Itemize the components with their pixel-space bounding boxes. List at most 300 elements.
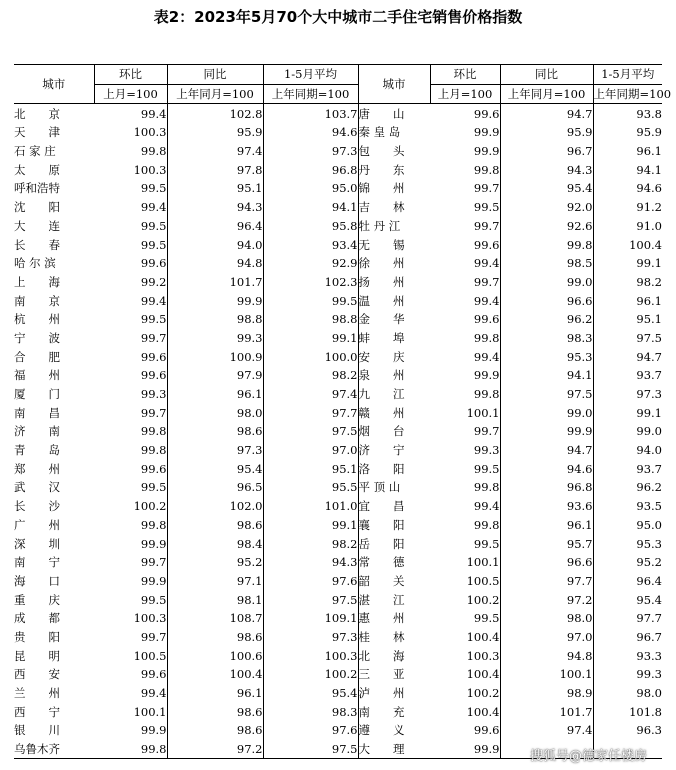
yoy-cell: 92.0 (500, 198, 593, 217)
mom-cell: 99.5 (430, 534, 500, 553)
mom-cell: 99.9 (94, 534, 167, 553)
avg-cell: 92.9 (263, 254, 358, 273)
yoy-cell: 98.5 (500, 254, 593, 273)
city-cell: 温 州 (358, 293, 405, 308)
avg-cell: 101.8 (629, 704, 662, 719)
yoy-cell: 99.8 (500, 235, 593, 254)
yoy-cell: 94.8 (500, 646, 593, 665)
yoy-cell: 96.1 (167, 684, 263, 703)
table-row (14, 385, 662, 404)
mom-cell: 99.6 (94, 347, 167, 366)
mom-cell: 99.7 (94, 329, 167, 348)
table-row (14, 142, 662, 161)
mom-cell: 100.2 (94, 497, 167, 516)
table-row (14, 291, 662, 310)
mom-cell: 99.8 (430, 385, 500, 404)
table-row (14, 459, 662, 478)
city-cell: 北 京 (14, 106, 60, 121)
yoy-cell: 100.9 (167, 347, 263, 366)
avg-cell: 96.7 (636, 629, 662, 644)
table-row (14, 104, 662, 123)
yoy-cell: 95.7 (500, 534, 593, 553)
avg-cell: 109.1 (263, 609, 358, 628)
city-cell: 金 华 (358, 312, 405, 327)
mom-cell: 100.3 (94, 160, 167, 179)
yoy-cell: 95.3 (500, 347, 593, 366)
city-cell: 北 海 (358, 648, 405, 663)
yoy-cell: 93.6 (500, 497, 593, 516)
avg-cell: 97.7 (636, 611, 662, 626)
avg-cell: 97.5 (636, 330, 662, 345)
city-cell: 泉 州 (358, 368, 405, 383)
avg-cell: 96.3 (636, 723, 662, 738)
avg-cell: 94.6 (636, 181, 662, 196)
city-cell: 乌鲁木齐 (14, 740, 94, 759)
table-row (14, 217, 662, 236)
header-yoy-right: 同比 (500, 65, 593, 85)
table-row (14, 329, 662, 348)
mom-cell: 99.6 (430, 235, 500, 254)
mom-cell: 99.7 (94, 403, 167, 422)
city-cell: 唐 山 (358, 106, 405, 121)
yoy-cell: 98.6 (167, 628, 263, 647)
mom-cell: 99.9 (94, 572, 167, 591)
city-cell: 丹 东 (358, 162, 405, 177)
avg-cell: 99.0 (636, 424, 662, 439)
table-row (14, 273, 662, 292)
table-row (14, 590, 662, 609)
header-yoy-left: 同比 (167, 65, 263, 85)
city-cell: 湛 江 (358, 592, 405, 607)
mom-cell: 100.4 (430, 628, 500, 647)
yoy-cell: 97.9 (167, 366, 263, 385)
mom-cell: 99.4 (430, 347, 500, 366)
table-row (14, 179, 662, 198)
mom-cell: 99.6 (430, 104, 500, 123)
table-row (14, 516, 662, 535)
city-cell: 遵 义 (358, 723, 405, 738)
table-row (14, 123, 662, 142)
yoy-cell: 99.9 (500, 422, 593, 441)
avg-cell: 98.2 (263, 366, 358, 385)
city-cell: 天 津 (14, 125, 60, 140)
yoy-cell: 98.8 (167, 310, 263, 329)
yoy-cell: 94.3 (500, 160, 593, 179)
yoy-cell: 92.6 (500, 217, 593, 236)
mom-cell: 100.2 (430, 590, 500, 609)
city-cell: 大 理 (358, 740, 430, 759)
avg-cell: 95.4 (636, 592, 662, 607)
avg-cell: 97.6 (263, 572, 358, 591)
header-avg-right: 1-5月平均 (593, 65, 662, 85)
yoy-cell: 96.4 (167, 217, 263, 236)
mom-cell: 99.9 (430, 740, 500, 759)
city-cell: 重 庆 (14, 592, 60, 607)
mom-cell: 99.9 (430, 366, 500, 385)
yoy-cell: 98.6 (167, 422, 263, 441)
table-row (14, 534, 662, 553)
header-yoy-base-left: 上年同月=100 (167, 84, 263, 104)
city-cell: 烟 台 (358, 424, 405, 439)
mom-cell: 99.8 (430, 329, 500, 348)
avg-cell: 94.1 (636, 162, 662, 177)
mom-cell: 99.8 (94, 516, 167, 535)
avg-cell: 94.7 (636, 349, 662, 364)
yoy-cell: 108.7 (167, 609, 263, 628)
avg-cell: 100.2 (263, 665, 358, 684)
header-yoy-base-right: 上年同月=100 (500, 84, 593, 104)
mom-cell: 99.4 (94, 684, 167, 703)
mom-cell: 99.6 (94, 366, 167, 385)
city-cell: 洛 阳 (358, 461, 405, 476)
mom-cell: 99.3 (94, 385, 167, 404)
mom-cell: 99.2 (94, 273, 167, 292)
table-row (14, 422, 662, 441)
table-row (14, 254, 662, 273)
mom-cell: 99.4 (430, 254, 500, 273)
yoy-cell: 102.0 (167, 497, 263, 516)
mom-cell: 99.6 (94, 665, 167, 684)
mom-cell: 99.5 (430, 198, 500, 217)
table-row (14, 628, 662, 647)
avg-cell: 97.4 (263, 385, 358, 404)
city-cell: 泸 州 (358, 686, 405, 701)
avg-cell: 93.3 (636, 648, 662, 663)
mom-cell: 99.4 (430, 291, 500, 310)
yoy-cell: 101.7 (167, 273, 263, 292)
mom-cell: 100.3 (94, 609, 167, 628)
avg-cell: 99.1 (636, 405, 662, 420)
table-row (14, 721, 662, 740)
watermark: 搜狐号@德家任楼房 (530, 749, 648, 764)
avg-cell: 97.5 (263, 422, 358, 441)
table-row (14, 160, 662, 179)
header-mom-base-right: 上月=100 (430, 84, 500, 104)
city-cell: 深 圳 (14, 536, 60, 551)
yoy-cell: 100.6 (167, 646, 263, 665)
mom-cell: 99.6 (94, 254, 167, 273)
header-mom-base-left: 上月=100 (94, 84, 167, 104)
yoy-cell: 94.7 (500, 104, 593, 123)
mom-cell: 99.9 (430, 142, 500, 161)
avg-cell: 97.6 (263, 721, 358, 740)
yoy-cell: 96.2 (500, 310, 593, 329)
avg-cell: 99.5 (263, 291, 358, 310)
table-title: 表2：2023年5月70个大中城市二手住宅销售价格指数 (153, 8, 523, 26)
yoy-cell: 96.6 (500, 291, 593, 310)
city-cell: 沈 阳 (14, 200, 60, 215)
city-cell: 呼和浩特 (14, 181, 60, 196)
mom-cell: 99.6 (94, 459, 167, 478)
avg-cell: 94.3 (263, 553, 358, 572)
city-cell: 三 亚 (358, 667, 405, 682)
avg-cell: 93.4 (263, 235, 358, 254)
mom-cell: 99.9 (430, 123, 500, 142)
mom-cell: 100.1 (430, 403, 500, 422)
table-row (14, 478, 662, 497)
yoy-cell: 97.4 (500, 721, 593, 740)
city-cell: 西 宁 (14, 704, 60, 719)
city-cell: 徐 州 (358, 256, 405, 271)
avg-cell: 97.3 (263, 628, 358, 647)
avg-cell: 95.8 (263, 217, 358, 236)
city-cell: 贵 阳 (14, 629, 60, 644)
yoy-cell: 94.6 (500, 459, 593, 478)
mom-cell: 99.7 (430, 217, 500, 236)
yoy-cell: 96.1 (500, 516, 593, 535)
mom-cell: 99.4 (94, 291, 167, 310)
mom-cell: 100.5 (430, 572, 500, 591)
table-row (14, 702, 662, 721)
table-row (14, 347, 662, 366)
city-cell: 扬 州 (358, 274, 405, 289)
mom-cell: 99.9 (94, 721, 167, 740)
city-cell: 安 庆 (358, 349, 405, 364)
mom-cell: 99.5 (430, 609, 500, 628)
yoy-cell: 95.1 (167, 179, 263, 198)
city-cell: 武 汉 (14, 480, 60, 495)
city-cell: 西 安 (14, 667, 60, 682)
table-row (14, 403, 662, 422)
mom-cell: 99.8 (94, 422, 167, 441)
city-cell: 包 头 (358, 144, 405, 159)
yoy-cell: 98.6 (167, 721, 263, 740)
mom-cell: 99.8 (94, 740, 167, 759)
mom-cell: 99.6 (430, 310, 500, 329)
avg-cell: 97.5 (263, 740, 358, 759)
city-cell: 襄 阳 (358, 517, 405, 532)
city-cell: 杭 州 (14, 312, 60, 327)
mom-cell: 100.5 (94, 646, 167, 665)
mom-cell: 100.2 (430, 684, 500, 703)
mom-cell: 100.1 (430, 553, 500, 572)
table-row (14, 609, 662, 628)
avg-cell: 97.0 (263, 441, 358, 460)
table-row (14, 553, 662, 572)
city-cell: 郑 州 (14, 461, 60, 476)
city-cell: 海 口 (14, 573, 60, 588)
yoy-cell: 99.3 (167, 329, 263, 348)
city-cell: 吉 林 (358, 200, 405, 215)
avg-cell: 97.5 (263, 590, 358, 609)
city-cell: 九 江 (358, 387, 405, 402)
mom-cell: 99.8 (430, 478, 500, 497)
table-row (14, 684, 662, 703)
avg-cell: 103.7 (263, 104, 358, 123)
mom-cell: 100.1 (94, 702, 167, 721)
avg-cell: 98.0 (636, 686, 662, 701)
yoy-cell: 99.9 (167, 291, 263, 310)
yoy-cell: 95.2 (167, 553, 263, 572)
mom-cell: 99.5 (94, 590, 167, 609)
yoy-cell: 94.1 (500, 366, 593, 385)
avg-cell: 96.1 (636, 144, 662, 159)
city-cell: 秦 皇 岛 (358, 125, 401, 140)
yoy-cell: 97.2 (500, 590, 593, 609)
avg-cell: 99.1 (636, 256, 662, 271)
mom-cell: 99.7 (94, 628, 167, 647)
avg-cell: 95.4 (263, 684, 358, 703)
city-cell: 青 岛 (14, 443, 60, 458)
yoy-cell: 98.1 (167, 590, 263, 609)
mom-cell: 99.7 (430, 179, 500, 198)
price-index-table (14, 64, 672, 759)
avg-cell: 98.8 (263, 310, 358, 329)
avg-cell: 91.2 (636, 200, 662, 215)
mom-cell: 99.8 (94, 142, 167, 161)
city-cell: 广 州 (14, 517, 60, 532)
city-cell: 厦 门 (14, 387, 60, 402)
city-cell: 桂 林 (358, 629, 405, 644)
mom-cell: 100.3 (94, 123, 167, 142)
city-cell: 宁 波 (14, 330, 60, 345)
avg-cell: 94.1 (263, 198, 358, 217)
city-cell: 济 宁 (358, 443, 405, 458)
mom-cell: 99.8 (430, 516, 500, 535)
yoy-cell: 94.3 (167, 198, 263, 217)
yoy-cell: 99.0 (500, 273, 593, 292)
avg-cell: 99.3 (636, 667, 662, 682)
city-cell: 合 肥 (14, 349, 60, 364)
mom-cell: 99.7 (94, 553, 167, 572)
avg-cell: 96.2 (636, 480, 662, 495)
avg-cell: 94.0 (636, 443, 662, 458)
city-cell: 蚌 埠 (358, 330, 405, 345)
yoy-cell: 94.7 (500, 441, 593, 460)
mom-cell: 99.4 (94, 198, 167, 217)
avg-cell: 93.5 (636, 499, 662, 514)
table-row (14, 646, 662, 665)
avg-cell: 91.0 (636, 218, 662, 233)
yoy-cell: 94.0 (167, 235, 263, 254)
avg-cell: 100.0 (263, 347, 358, 366)
mom-cell: 99.5 (94, 235, 167, 254)
yoy-cell: 98.6 (167, 702, 263, 721)
city-cell: 福 州 (14, 368, 60, 383)
avg-cell: 102.3 (263, 273, 358, 292)
avg-cell: 97.3 (636, 387, 662, 402)
avg-cell: 95.0 (636, 517, 662, 532)
mom-cell: 99.8 (430, 160, 500, 179)
table-row (14, 366, 662, 385)
mom-cell: 99.5 (94, 179, 167, 198)
yoy-cell: 95.9 (500, 123, 593, 142)
mom-cell: 99.7 (430, 422, 500, 441)
city-cell: 兰 州 (14, 686, 60, 701)
city-cell: 南 昌 (14, 405, 60, 420)
avg-cell: 98.3 (263, 702, 358, 721)
avg-cell: 95.0 (263, 179, 358, 198)
city-cell: 牡 丹 江 (358, 218, 401, 233)
mom-cell: 99.5 (94, 310, 167, 329)
yoy-cell: 97.2 (167, 740, 263, 759)
avg-cell: 97.7 (263, 403, 358, 422)
yoy-cell: 97.4 (167, 142, 263, 161)
avg-cell: 95.9 (636, 125, 662, 140)
city-cell: 南 充 (358, 704, 405, 719)
table-row (14, 441, 662, 460)
mom-cell: 99.4 (430, 497, 500, 516)
yoy-cell: 98.0 (167, 403, 263, 422)
avg-cell: 95.1 (636, 312, 662, 327)
table-row (14, 572, 662, 591)
city-cell: 赣 州 (358, 405, 405, 420)
mom-cell: 99.3 (430, 441, 500, 460)
mom-cell: 100.4 (430, 665, 500, 684)
avg-cell: 96.8 (263, 160, 358, 179)
yoy-cell: 97.5 (500, 385, 593, 404)
city-cell: 石 家 庄 (14, 144, 56, 159)
header-mom-left: 环比 (94, 65, 167, 85)
city-cell: 南 京 (14, 293, 60, 308)
yoy-cell: 96.1 (167, 385, 263, 404)
avg-cell: 96.1 (636, 293, 662, 308)
header-avg-base-right: 上年同期=100 (593, 84, 662, 104)
city-cell: 银 川 (14, 723, 60, 738)
yoy-cell: 99.0 (500, 403, 593, 422)
header-city-left: 城市 (14, 65, 94, 104)
mom-cell: 99.7 (430, 273, 500, 292)
city-cell: 大 连 (14, 218, 60, 233)
avg-cell: 101.0 (263, 497, 358, 516)
avg-cell: 96.4 (636, 573, 662, 588)
avg-cell: 98.2 (636, 274, 662, 289)
yoy-cell: 98.0 (500, 609, 593, 628)
yoy-cell: 95.9 (167, 123, 263, 142)
yoy-cell: 100.4 (167, 665, 263, 684)
yoy-cell: 96.6 (500, 553, 593, 572)
yoy-cell: 98.4 (167, 534, 263, 553)
avg-cell: 99.1 (263, 329, 358, 348)
table-row (14, 310, 662, 329)
city-cell: 无 锡 (358, 237, 405, 252)
yoy-cell: 96.8 (500, 478, 593, 497)
city-cell: 太 原 (14, 162, 60, 177)
header-mom-right: 环比 (430, 65, 500, 85)
avg-cell: 98.2 (263, 534, 358, 553)
city-cell: 昆 明 (14, 648, 60, 663)
yoy-cell: 101.7 (500, 702, 593, 721)
yoy-cell: 96.7 (500, 142, 593, 161)
city-cell: 济 南 (14, 424, 60, 439)
city-cell: 锦 州 (358, 181, 405, 196)
yoy-cell: 98.3 (500, 329, 593, 348)
city-cell: 岳 阳 (358, 536, 405, 551)
yoy-cell: 95.4 (500, 179, 593, 198)
avg-cell: 95.2 (636, 555, 662, 570)
mom-cell: 99.8 (94, 441, 167, 460)
city-cell: 韶 关 (358, 573, 405, 588)
avg-cell: 93.7 (636, 461, 662, 476)
mom-cell: 99.5 (94, 478, 167, 497)
avg-cell: 100.4 (629, 237, 662, 252)
mom-cell: 100.3 (430, 646, 500, 665)
header-avg-base-left: 上年同期=100 (263, 84, 358, 104)
header-avg-left: 1-5月平均 (263, 65, 358, 85)
yoy-cell: 97.3 (167, 441, 263, 460)
table-row (14, 497, 662, 516)
avg-cell: 95.5 (263, 478, 358, 497)
avg-cell: 93.8 (636, 106, 662, 121)
city-cell: 上 海 (14, 274, 60, 289)
city-cell: 长 春 (14, 237, 60, 252)
yoy-cell: 96.5 (167, 478, 263, 497)
city-cell: 长 沙 (14, 499, 60, 514)
mom-cell: 99.6 (430, 721, 500, 740)
avg-cell: 100.3 (263, 646, 358, 665)
avg-cell: 94.6 (263, 123, 358, 142)
yoy-cell: 97.7 (500, 572, 593, 591)
